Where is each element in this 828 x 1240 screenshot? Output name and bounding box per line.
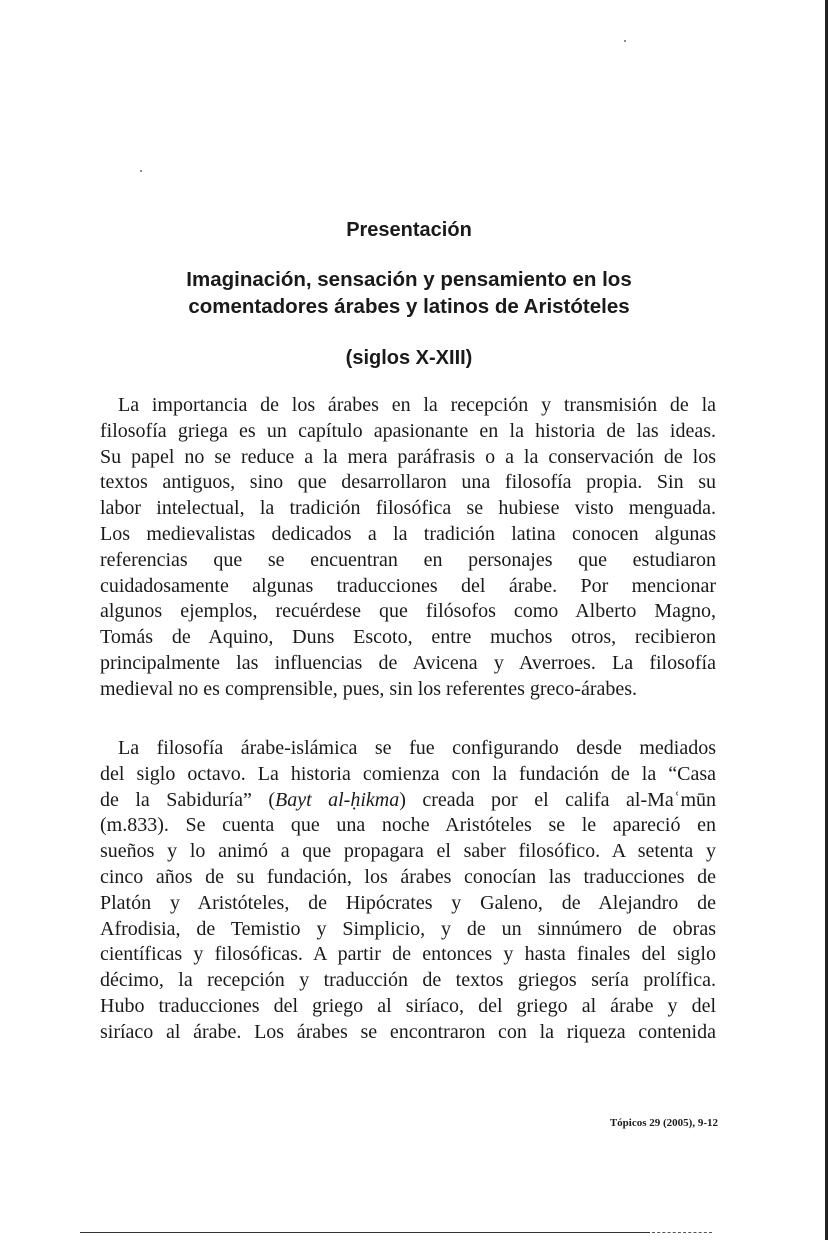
paragraph-2 [100,736,716,1046]
text-line: textos antiguos, sino que desarrollaron una filosofía propia. Sin su [100,471,716,494]
article-title [0,266,818,320]
text-line: décimo, la recepción y traducción de textos griegos sería prolífica. [100,969,716,992]
text-line: algunos ejemplos, recuérdese que filósofos como Alberto Magno, [100,600,716,623]
text-line: Afrodisia, de Temistio y Simplicio, y de un sinnúmero de obras [100,917,716,940]
scan-speck [624,40,626,42]
text-line: referencias que se encuentran en personajes que estudiaron [100,548,716,571]
text-line: Platón y Aristóteles, de Hipócrates y Galeno, de Alejandro de [100,891,716,914]
text-line: siríaco al árabe. Los árabes se encontraron con la riqueza contenida [100,1020,716,1043]
text-line: sueños y lo animó a que propagara el saber filosófico. A setenta y [100,840,716,863]
journal-citation: Tópicos 29 (2005), 9-12 [609,1117,718,1129]
text-line: labor intelectual, la tradición filosófica se hubiese visto menguada. [100,497,716,520]
text-line-with-italic [100,788,716,814]
text-line: medieval no es comprensible, pues, sin los referentes greco-árabes. [100,677,638,700]
text-line: científicas y filosóficas. A partir de entonces y hasta finales del siglo [100,943,716,966]
section-heading: Presentación [346,219,472,241]
text-line: cinco años de su fundación, los árabes conocían las traducciones de [100,865,716,888]
period-subtitle: (siglos X-XIII) [345,347,473,369]
paragraph-1 [100,393,716,703]
text-line: Los medievalistas dedicados a la tradición latina conocen algunas [100,522,716,545]
bottom-rule [80,1232,650,1233]
text-line: del siglo octavo. La historia comienza con la fundación de la “Casa [100,762,716,785]
text-line: Tomás de Aquino, Duns Escoto, entre muchos otros, recibieron [100,626,716,649]
bottom-rule-dashed [652,1232,712,1234]
text-line: (m.833). Se cuenta que una noche Aristóteles se le apareció en [100,814,716,837]
text-line: filosofía griega es un capítulo apasionante en la historia de las ideas. [100,419,716,442]
text-fragment: de la Sabiduría” ( [100,788,275,811]
text-fragment: ) creada por el califa al-Maʿmūn [399,788,717,811]
text-line: La importancia de los árabes en la recepción y transmisión de la [118,394,716,416]
text-line: cuidadosamente algunas traducciones del árabe. Por mencionar [100,574,716,597]
text-line: Su papel no se reduce a la mera paráfrasis o a la conservación de los [100,445,716,468]
scan-speck [140,170,142,172]
text-line: La filosofía árabe-islámica se fue configurando desde mediados [118,737,716,759]
title-line: Imaginación, sensación y pensamiento en los [186,268,632,291]
italic-term: Bayt al-ḥikma [274,788,400,811]
title-line: comentadores árabes y latinos de Aristóteles [188,295,630,318]
text-line: principalmente las influencias de Avicena y Averroes. La filosofía [100,651,716,674]
text-line: Hubo traducciones del griego al siríaco, del griego al árabe y del [100,994,716,1017]
